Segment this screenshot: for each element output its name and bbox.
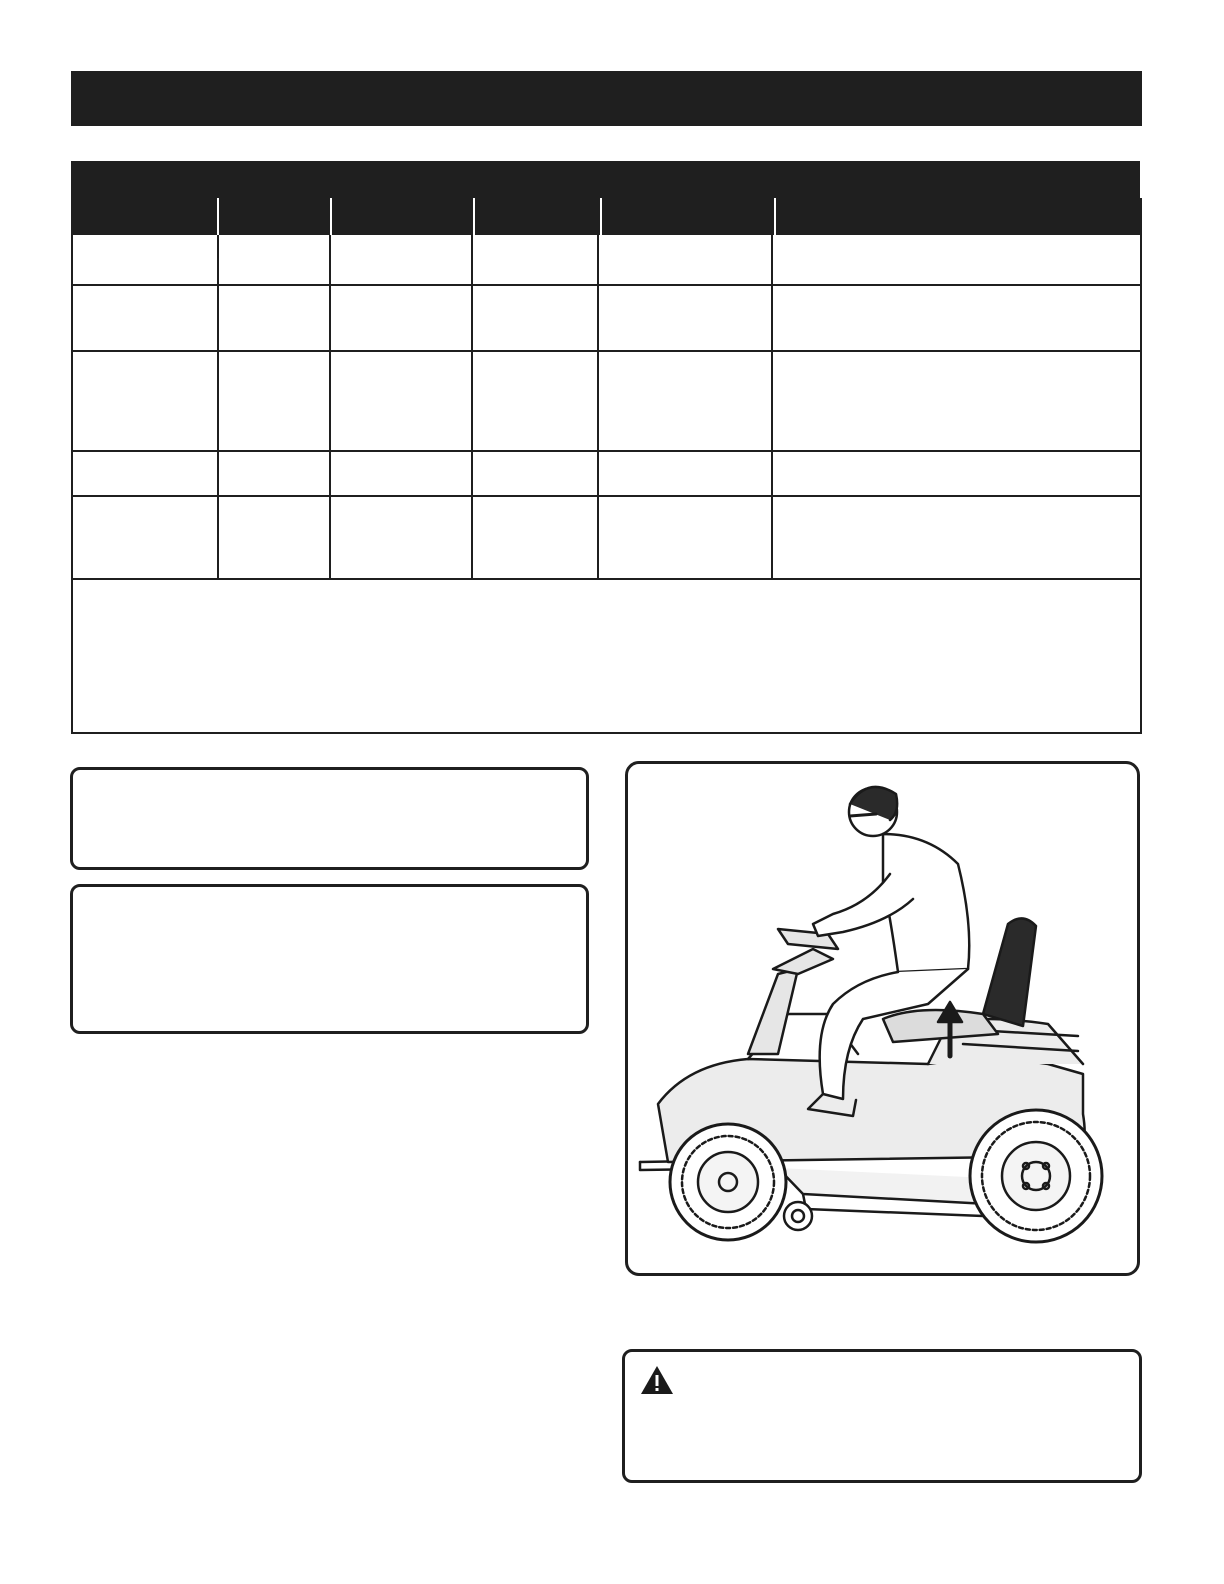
row-divider [71,350,1142,352]
riding-mower-illustration [628,764,1137,1273]
column-header [71,198,219,235]
notice-text [73,887,586,911]
warning-triangle-icon [639,1364,675,1396]
column-header [776,198,1142,235]
column-divider [597,235,599,580]
row-divider [71,578,1142,580]
column-divider [329,235,331,580]
column-header [475,198,602,235]
table-note [81,589,1131,724]
column-header [332,198,476,235]
table-border-left [71,235,73,734]
column-header [602,198,776,235]
column-divider [217,235,219,580]
warning-box [622,1349,1142,1483]
table-title [71,171,81,188]
table-header-row [71,198,1142,235]
notice-box [70,884,589,1034]
spec-table [71,161,1142,734]
notice-box [70,767,589,870]
table-border-right [1140,235,1142,734]
figure-box [625,761,1140,1276]
column-divider [771,235,773,580]
table-border-bottom [71,732,1142,734]
column-divider [471,235,473,580]
column-header [219,198,332,235]
notice-text [73,770,586,794]
figure-caption [625,1290,1140,1320]
section-title [71,86,85,111]
table-title-bar [71,161,1140,198]
row-divider [71,284,1142,286]
section-header-bar [71,71,1142,126]
row-divider [71,495,1142,497]
row-divider [71,450,1142,452]
